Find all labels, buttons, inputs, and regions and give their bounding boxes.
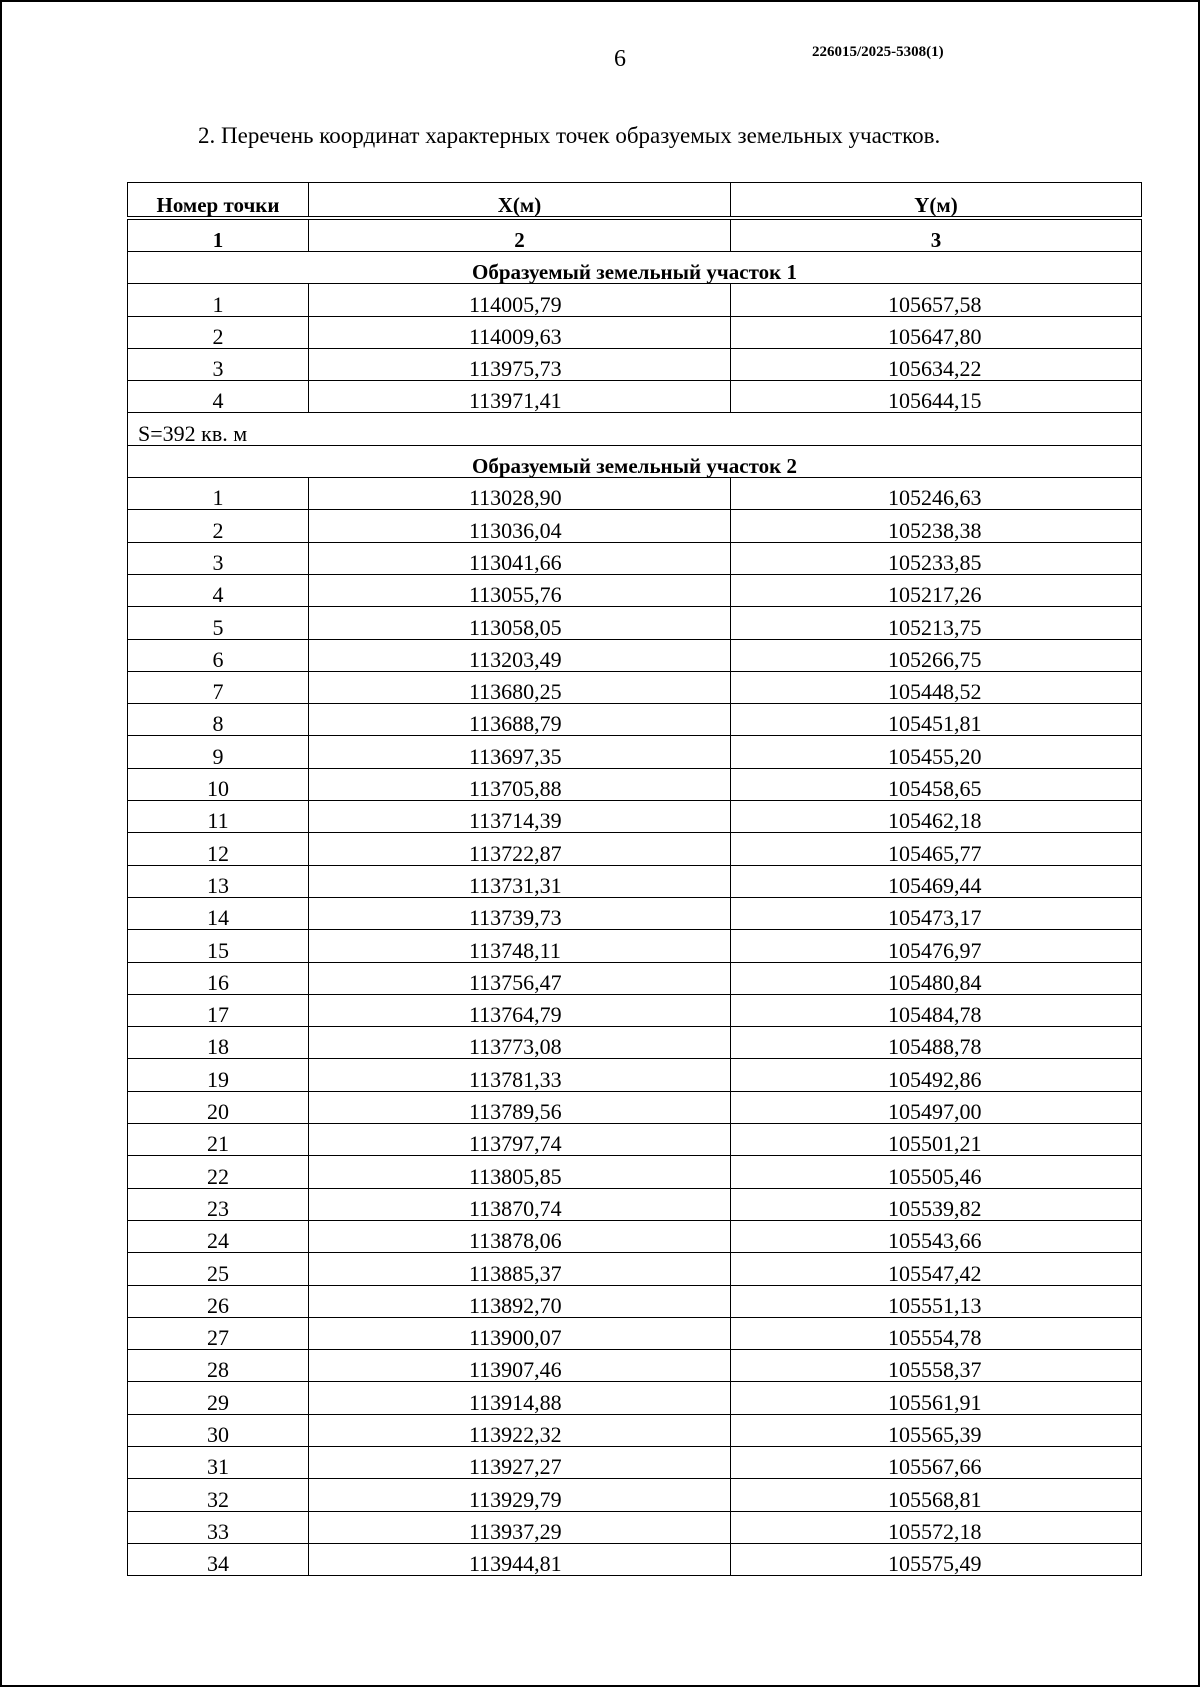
y-coordinate-cell: 105458,65: [731, 768, 1142, 800]
table-row: [128, 1253, 1142, 1285]
y-coordinate-cell: 105488,78: [731, 1027, 1142, 1059]
table-row: [128, 316, 1142, 348]
table-row: [128, 1220, 1142, 1252]
x-coordinate-cell: 113797,74: [309, 1124, 731, 1156]
point-number-cell: 30: [128, 1414, 309, 1446]
point-number-cell: 3: [128, 348, 309, 380]
table-row: [128, 574, 1142, 606]
table-row: [128, 1543, 1142, 1575]
column-header-y: Y(м): [731, 183, 1142, 218]
column-number-row: [128, 218, 1142, 252]
point-number-cell: 7: [128, 671, 309, 703]
y-coordinate-cell: 105575,49: [731, 1543, 1142, 1575]
x-coordinate-cell: 113036,04: [309, 510, 731, 542]
y-coordinate-cell: 105543,66: [731, 1220, 1142, 1252]
point-number-cell: 8: [128, 704, 309, 736]
point-number-cell: 4: [128, 574, 309, 606]
table-row: [128, 542, 1142, 574]
table-row: [128, 1479, 1142, 1511]
point-number-cell: 28: [128, 1350, 309, 1382]
section-title: Образуемый земельный участок 2: [128, 445, 1142, 477]
document-id: 226015/2025-5308(1): [812, 44, 944, 60]
y-coordinate-cell: 105480,84: [731, 962, 1142, 994]
y-coordinate-cell: 105547,42: [731, 1253, 1142, 1285]
x-coordinate-cell: 113697,35: [309, 736, 731, 768]
point-number-cell: 1: [128, 284, 309, 316]
y-coordinate-cell: 105266,75: [731, 639, 1142, 671]
section-title: Образуемый земельный участок 1: [128, 252, 1142, 284]
y-coordinate-cell: 105539,82: [731, 1188, 1142, 1220]
x-coordinate-cell: 113731,31: [309, 865, 731, 897]
y-coordinate-cell: 105497,00: [731, 1091, 1142, 1123]
table-row: [128, 930, 1142, 962]
point-number-cell: 10: [128, 768, 309, 800]
page-title: 2. Перечень координат характерных точек образуемых земельных участков.: [198, 123, 941, 148]
y-coordinate-cell: 105484,78: [731, 994, 1142, 1026]
table-row: [128, 865, 1142, 897]
y-coordinate-cell: 105561,91: [731, 1382, 1142, 1414]
x-coordinate-cell: 113680,25: [309, 671, 731, 703]
section-title-row: [128, 252, 1142, 284]
table-body: [128, 252, 1142, 1576]
x-coordinate-cell: 113975,73: [309, 348, 731, 380]
x-coordinate-cell: 113058,05: [309, 607, 731, 639]
table-row: [128, 671, 1142, 703]
table-row: [128, 639, 1142, 671]
y-coordinate-cell: 105217,26: [731, 574, 1142, 606]
point-number-cell: 2: [128, 510, 309, 542]
column-number: 3: [731, 218, 1142, 252]
point-number-cell: 25: [128, 1253, 309, 1285]
x-coordinate-cell: 113764,79: [309, 994, 731, 1026]
x-coordinate-cell: 113739,73: [309, 897, 731, 929]
x-coordinate-cell: 113805,85: [309, 1156, 731, 1188]
x-coordinate-cell: 113971,41: [309, 381, 731, 413]
x-coordinate-cell: 113929,79: [309, 1479, 731, 1511]
table-row: [128, 801, 1142, 833]
x-coordinate-cell: 113714,39: [309, 801, 731, 833]
x-coordinate-cell: 113900,07: [309, 1317, 731, 1349]
column-number: 2: [309, 218, 731, 252]
x-coordinate-cell: 113028,90: [309, 478, 731, 510]
y-coordinate-cell: 105565,39: [731, 1414, 1142, 1446]
y-coordinate-cell: 105462,18: [731, 801, 1142, 833]
section-title-row: [128, 445, 1142, 477]
y-coordinate-cell: 105644,15: [731, 381, 1142, 413]
point-number-cell: 21: [128, 1124, 309, 1156]
y-coordinate-cell: 105469,44: [731, 865, 1142, 897]
point-number-cell: 13: [128, 865, 309, 897]
x-coordinate-cell: 113870,74: [309, 1188, 731, 1220]
y-coordinate-cell: 105572,18: [731, 1511, 1142, 1543]
point-number-cell: 32: [128, 1479, 309, 1511]
x-coordinate-cell: 113203,49: [309, 639, 731, 671]
y-coordinate-cell: 105568,81: [731, 1479, 1142, 1511]
x-coordinate-cell: 113907,46: [309, 1350, 731, 1382]
x-coordinate-cell: 113756,47: [309, 962, 731, 994]
area-value: S=392 кв. м: [128, 413, 1142, 445]
y-coordinate-cell: 105634,22: [731, 348, 1142, 380]
table-row: [128, 284, 1142, 316]
point-number-cell: 29: [128, 1382, 309, 1414]
point-number-cell: 9: [128, 736, 309, 768]
table-row: [128, 1027, 1142, 1059]
point-number-cell: 17: [128, 994, 309, 1026]
table-row: [128, 833, 1142, 865]
table-row: [128, 478, 1142, 510]
table-row: [128, 348, 1142, 380]
area-row: [128, 413, 1142, 445]
point-number-cell: 34: [128, 1543, 309, 1575]
column-number: 1: [128, 218, 309, 252]
table-row: [128, 1285, 1142, 1317]
y-coordinate-cell: 105465,77: [731, 833, 1142, 865]
column-header-point-number: Номер точки: [128, 183, 309, 218]
x-coordinate-cell: 113722,87: [309, 833, 731, 865]
table-header-row: [128, 183, 1142, 218]
column-header-x: X(м): [309, 183, 731, 218]
y-coordinate-cell: 105567,66: [731, 1446, 1142, 1478]
y-coordinate-cell: 105451,81: [731, 704, 1142, 736]
table-row: [128, 1317, 1142, 1349]
table-row: [128, 897, 1142, 929]
table-row: [128, 1350, 1142, 1382]
y-coordinate-cell: 105448,52: [731, 671, 1142, 703]
table-row: [128, 1091, 1142, 1123]
point-number-cell: 27: [128, 1317, 309, 1349]
table-row: [128, 1059, 1142, 1091]
y-coordinate-cell: 105492,86: [731, 1059, 1142, 1091]
x-coordinate-cell: 113892,70: [309, 1285, 731, 1317]
y-coordinate-cell: 105554,78: [731, 1317, 1142, 1349]
point-number-cell: 16: [128, 962, 309, 994]
table-row: [128, 962, 1142, 994]
point-number-cell: 19: [128, 1059, 309, 1091]
point-number-cell: 3: [128, 542, 309, 574]
x-coordinate-cell: 113937,29: [309, 1511, 731, 1543]
point-number-cell: 22: [128, 1156, 309, 1188]
point-number-cell: 23: [128, 1188, 309, 1220]
y-coordinate-cell: 105551,13: [731, 1285, 1142, 1317]
point-number-cell: 6: [128, 639, 309, 671]
x-coordinate-cell: 113878,06: [309, 1220, 731, 1252]
point-number-cell: 14: [128, 897, 309, 929]
point-number-cell: 20: [128, 1091, 309, 1123]
table-row: [128, 736, 1142, 768]
point-number-cell: 4: [128, 381, 309, 413]
x-coordinate-cell: 113041,66: [309, 542, 731, 574]
y-coordinate-cell: 105647,80: [731, 316, 1142, 348]
point-number-cell: 11: [128, 801, 309, 833]
x-coordinate-cell: 113927,27: [309, 1446, 731, 1478]
y-coordinate-cell: 105558,37: [731, 1350, 1142, 1382]
x-coordinate-cell: 113688,79: [309, 704, 731, 736]
point-number-cell: 26: [128, 1285, 309, 1317]
table-row: [128, 704, 1142, 736]
table-row: [128, 1414, 1142, 1446]
point-number-cell: 18: [128, 1027, 309, 1059]
y-coordinate-cell: 105246,63: [731, 478, 1142, 510]
point-number-cell: 33: [128, 1511, 309, 1543]
table-row: [128, 1382, 1142, 1414]
x-coordinate-cell: 113773,08: [309, 1027, 731, 1059]
y-coordinate-cell: 105455,20: [731, 736, 1142, 768]
point-number-cell: 2: [128, 316, 309, 348]
point-number-cell: 31: [128, 1446, 309, 1478]
y-coordinate-cell: 105476,97: [731, 930, 1142, 962]
table-row: [128, 1156, 1142, 1188]
x-coordinate-cell: 113922,32: [309, 1414, 731, 1446]
page-number: 6: [614, 46, 626, 72]
y-coordinate-cell: 105501,21: [731, 1124, 1142, 1156]
x-coordinate-cell: 113914,88: [309, 1382, 731, 1414]
x-coordinate-cell: 113789,56: [309, 1091, 731, 1123]
x-coordinate-cell: 114009,63: [309, 316, 731, 348]
table-row: [128, 381, 1142, 413]
y-coordinate-cell: 105657,58: [731, 284, 1142, 316]
y-coordinate-cell: 105233,85: [731, 542, 1142, 574]
point-number-cell: 1: [128, 478, 309, 510]
x-coordinate-cell: 113944,81: [309, 1543, 731, 1575]
table-row: [128, 1124, 1142, 1156]
x-coordinate-cell: 113705,88: [309, 768, 731, 800]
table-row: [128, 1446, 1142, 1478]
table-row: [128, 1188, 1142, 1220]
x-coordinate-cell: 113781,33: [309, 1059, 731, 1091]
y-coordinate-cell: 105213,75: [731, 607, 1142, 639]
table-row: [128, 994, 1142, 1026]
y-coordinate-cell: 105505,46: [731, 1156, 1142, 1188]
table-row: [128, 768, 1142, 800]
y-coordinate-cell: 105238,38: [731, 510, 1142, 542]
y-coordinate-cell: 105473,17: [731, 897, 1142, 929]
coordinates-table: [127, 182, 1142, 1576]
point-number-cell: 5: [128, 607, 309, 639]
point-number-cell: 12: [128, 833, 309, 865]
point-number-cell: 15: [128, 930, 309, 962]
x-coordinate-cell: 113748,11: [309, 930, 731, 962]
table-row: [128, 1511, 1142, 1543]
table-row: [128, 510, 1142, 542]
x-coordinate-cell: 114005,79: [309, 284, 731, 316]
x-coordinate-cell: 113885,37: [309, 1253, 731, 1285]
x-coordinate-cell: 113055,76: [309, 574, 731, 606]
table-row: [128, 607, 1142, 639]
point-number-cell: 24: [128, 1220, 309, 1252]
